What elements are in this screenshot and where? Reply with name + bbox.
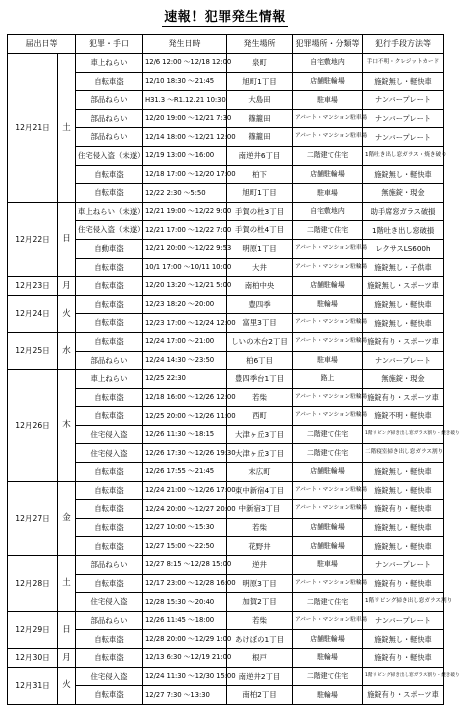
place-category-cell: 店舗駐輪場	[293, 518, 363, 537]
place-category-cell: アパート・マンション駐車場	[293, 109, 363, 128]
crime-type-cell: 車上ねらい	[76, 370, 143, 389]
place-category-cell: アパート・マンション駐車場	[293, 239, 363, 258]
method-cell: 施錠無し・軽快車	[363, 72, 444, 91]
location-cell: 豊四季台1丁目	[227, 370, 293, 389]
weekday-cell: 日	[58, 611, 76, 648]
place-category-cell: 二階建て住宅	[293, 444, 363, 463]
method-cell: 施錠無し・軽快車	[363, 314, 444, 333]
place-category-cell: 駐輪場	[293, 686, 363, 705]
location-cell: 若柴	[227, 518, 293, 537]
weekday-cell: 日	[58, 202, 76, 276]
crime-type-cell: 部品ねらい	[76, 556, 143, 575]
crime-type-cell: 住宅侵入盗	[76, 444, 143, 463]
location-cell: 大井	[227, 258, 293, 277]
method-cell: 施錠無し・軽快車	[363, 295, 444, 314]
occurrence-time-cell: 12/24 11:30 ～12/30 15:00	[143, 667, 227, 686]
table-header-row	[8, 35, 444, 54]
place-category-cell: 店舗駐輪場	[293, 463, 363, 482]
location-cell: 手賀の杜4丁目	[227, 221, 293, 240]
location-cell: 加賀2丁目	[227, 593, 293, 612]
location-cell: しいの木台2丁目	[227, 332, 293, 351]
table-row	[8, 481, 444, 500]
page-title-text: 速報！犯罪発生情報	[162, 6, 288, 27]
method-cell: 施錠無し・スポーツ車	[363, 277, 444, 296]
crime-type-cell: 自転車盗	[76, 72, 143, 91]
method-cell: ナンバープレート	[363, 91, 444, 110]
method-cell: 施錠有り・軽快車	[363, 649, 444, 668]
occurrence-time-cell: 12/10 18:30 ～21:45	[143, 72, 227, 91]
occurrence-time-cell: 12/23 18:20 ～20:00	[143, 295, 227, 314]
crime-type-cell: 住宅侵入盗（未遂）	[76, 221, 143, 240]
method-cell: ナンバープレート	[363, 128, 444, 147]
place-category-cell: 店舗駐輪場	[293, 165, 363, 184]
crime-type-cell: 自転車盗	[76, 258, 143, 277]
crime-type-cell: 住宅侵入盗（未遂）	[76, 146, 143, 165]
location-cell: 西町	[227, 407, 293, 426]
place-category-cell: 二階建て住宅	[293, 425, 363, 444]
table-row	[8, 556, 444, 575]
report-date-cell: 12月28日	[8, 556, 58, 612]
crime-type-cell: 住宅侵入盗	[76, 667, 143, 686]
occurrence-time-cell: 12/20 19:00 ～12/21 7:30	[143, 109, 227, 128]
crime-type-cell: 自転車盗	[76, 481, 143, 500]
occurrence-time-cell: 12/21 19:00 ～12/22 9:00	[143, 202, 227, 221]
location-cell: 明原1丁目	[227, 239, 293, 258]
table-row	[8, 54, 444, 73]
crime-type-cell: 部品ねらい	[76, 109, 143, 128]
method-cell: 1階吐き出し窓ガラス・焼き破り	[363, 146, 444, 165]
occurrence-time-cell: 12/22 2:30 ～5:50	[143, 184, 227, 203]
location-cell: 篠籠田	[227, 128, 293, 147]
header-crime-type: 犯罪・手口	[76, 35, 143, 54]
method-cell: 施錠無し・軽快車	[363, 463, 444, 482]
location-cell: 大津ヶ丘3丁目	[227, 444, 293, 463]
occurrence-time-cell: 12/17 23:00 ～12/28 16:00	[143, 574, 227, 593]
method-cell: 施錠有り・スポーツ車	[363, 388, 444, 407]
report-date-cell: 12月26日	[8, 370, 58, 482]
method-cell: 施錠無し・軽快車	[363, 537, 444, 556]
report-date-cell: 12月23日	[8, 277, 58, 296]
method-cell: 1階リビング掃き出し窓ガラス割り・焼き破り	[363, 667, 444, 686]
place-category-cell: 店舗駐輪場	[293, 630, 363, 649]
place-category-cell: アパート・マンション駐輪場	[293, 500, 363, 519]
method-cell: レクサスLS600h	[363, 239, 444, 258]
method-cell: 施錠無し・軽快車	[363, 518, 444, 537]
occurrence-time-cell: 12/26 11:30 ～18:15	[143, 425, 227, 444]
place-category-cell: アパート・マンション駐輪場	[293, 332, 363, 351]
crime-type-cell: 自転車盗	[76, 518, 143, 537]
crime-type-cell: 自転車盗	[76, 686, 143, 705]
crime-type-cell: 部品ねらい	[76, 128, 143, 147]
occurrence-time-cell: 12/25 20:00 ～12/26 11:00	[143, 407, 227, 426]
method-cell: 無施錠・現金	[363, 370, 444, 389]
method-cell: 1階リビング掃き出し窓ガラス割り	[363, 593, 444, 612]
method-cell: 1階吐き出し窓破損	[363, 221, 444, 240]
report-date-cell: 12月27日	[8, 481, 58, 555]
location-cell: 東中新宿4丁目	[227, 481, 293, 500]
location-cell: 泉町	[227, 54, 293, 73]
occurrence-time-cell: 12/24 20:00 ～12/27 20:00	[143, 500, 227, 519]
table-row	[8, 332, 444, 351]
place-category-cell: 駐輪場	[293, 295, 363, 314]
location-cell: 旭町1丁目	[227, 184, 293, 203]
crime-type-cell: 自転車盗	[76, 537, 143, 556]
crime-type-cell: 自転車盗	[76, 463, 143, 482]
header-place-category: 犯罪場所・分類等	[293, 35, 363, 54]
method-cell: ナンバープレート	[363, 556, 444, 575]
place-category-cell: 自宅敷地内	[293, 202, 363, 221]
method-cell: 施錠有り・スポーツ車	[363, 332, 444, 351]
place-category-cell: アパート・マンション駐輪場	[293, 574, 363, 593]
crime-report-table	[7, 34, 460, 705]
table-row	[8, 667, 444, 686]
location-cell: 南逆井6丁目	[227, 146, 293, 165]
place-category-cell: アパート・マンション駐車場	[293, 611, 363, 630]
location-cell: 南逆井2丁目	[227, 667, 293, 686]
location-cell: 旭町1丁目	[227, 72, 293, 91]
occurrence-time-cell: 12/20 13:20 ～12/21 5:00	[143, 277, 227, 296]
place-category-cell: 店舗駐輪場	[293, 72, 363, 91]
method-cell: 手口不明・クレジットカード	[363, 54, 444, 73]
location-cell: 末広町	[227, 463, 293, 482]
crime-type-cell: 自転車盗	[76, 649, 143, 668]
location-cell: 富里3丁目	[227, 314, 293, 333]
place-category-cell: アパート・マンション駐輪場	[293, 314, 363, 333]
table-row	[8, 649, 444, 668]
table-row	[8, 611, 444, 630]
occurrence-time-cell: 12/28 15:30 ～20:40	[143, 593, 227, 612]
location-cell: 柏下	[227, 165, 293, 184]
weekday-cell: 土	[58, 54, 76, 203]
crime-type-cell: 自転車盗	[76, 332, 143, 351]
crime-type-cell: 自転車盗	[76, 165, 143, 184]
crime-type-cell: 自転車盗	[76, 184, 143, 203]
place-category-cell: 二階建て住宅	[293, 146, 363, 165]
occurrence-time-cell: 12/18 16:00 ～12/26 12:00	[143, 388, 227, 407]
method-cell: 1階リビング掃き出し窓ガラス割り・焼き破り	[363, 425, 444, 444]
weekday-cell: 月	[58, 277, 76, 296]
report-date-cell: 12月29日	[8, 611, 58, 648]
location-cell: 豊四季	[227, 295, 293, 314]
occurrence-time-cell: 12/13 6:30 ～12/19 21:00	[143, 649, 227, 668]
header-occurrence-time: 発生日時	[143, 35, 227, 54]
occurrence-time-cell: 12/26 17:55 ～21:45	[143, 463, 227, 482]
crime-type-cell: 自転車盗	[76, 407, 143, 426]
place-category-cell: アパート・マンション駐車場	[293, 128, 363, 147]
crime-type-cell: 部品ねらい	[76, 611, 143, 630]
place-category-cell: 駐輪場	[293, 649, 363, 668]
method-cell: 助手席窓ガラス破損	[363, 202, 444, 221]
location-cell: 逆井	[227, 556, 293, 575]
weekday-cell: 土	[58, 556, 76, 612]
crime-type-cell: 自転車盗	[76, 277, 143, 296]
occurrence-time-cell: 12/24 17:00 ～21:00	[143, 332, 227, 351]
location-cell: 明原3丁目	[227, 574, 293, 593]
location-cell: 南柏2丁目	[227, 686, 293, 705]
table-row	[8, 202, 444, 221]
report-date-cell: 12月30日	[8, 649, 58, 668]
method-cell: 施錠無し・軽快車	[363, 165, 444, 184]
occurrence-time-cell: 12/28 20:00 ～12/29 1:00	[143, 630, 227, 649]
crime-type-cell: 部品ねらい	[76, 91, 143, 110]
location-cell: 中新宿3丁目	[227, 500, 293, 519]
place-category-cell: 店舗駐輪場	[293, 277, 363, 296]
place-category-cell: アパート・マンション駐輪場	[293, 388, 363, 407]
place-category-cell: アパート・マンション駐輪場	[293, 258, 363, 277]
method-cell: 施錠有り・軽快車	[363, 574, 444, 593]
occurrence-time-cell: 12/24 21:00 ～12/26 17:00	[143, 481, 227, 500]
occurrence-time-cell: 12/27 8:15 ～12/28 15:00	[143, 556, 227, 575]
place-category-cell: アパート・マンション駐輪場	[293, 481, 363, 500]
occurrence-time-cell: 12/26 17:30 ～12/26 19:30	[143, 444, 227, 463]
report-date-cell: 12月21日	[8, 54, 58, 203]
report-date-cell: 12月22日	[8, 202, 58, 276]
occurrence-time-cell: 12/21 20:00 ～12/22 9:53	[143, 239, 227, 258]
crime-type-cell: 自転車盗	[76, 388, 143, 407]
occurrence-time-cell: 12/26 11:45 ～18:00	[143, 611, 227, 630]
occurrence-time-cell: 12/27 15:00 ～22:50	[143, 537, 227, 556]
place-category-cell: 駐車場	[293, 351, 363, 370]
occurrence-time-cell: 12/21 17:00 ～12/22 7:00	[143, 221, 227, 240]
method-cell: 施錠不明・軽快車	[363, 407, 444, 426]
location-cell: 手賀の杜3丁目	[227, 202, 293, 221]
report-date-cell: 12月31日	[8, 667, 58, 704]
method-cell: 施錠無し・子供車	[363, 258, 444, 277]
location-cell: 大津ヶ丘3丁目	[227, 425, 293, 444]
occurrence-time-cell: 12/6 12:00 ～12/18 12:00	[143, 54, 227, 73]
occurrence-time-cell: 12/18 17:00 ～12/20 17:00	[143, 165, 227, 184]
occurrence-time-cell: H31.3 ～R1.12.21 10:30	[143, 91, 227, 110]
header-location: 発生場所	[227, 35, 293, 54]
occurrence-time-cell: 10/1 17:00 ～10/11 10:00	[143, 258, 227, 277]
method-cell: 施錠無し・軽快車	[363, 630, 444, 649]
crime-type-cell: 自転車盗	[76, 500, 143, 519]
table-row	[8, 295, 444, 314]
crime-type-cell: 自動車盗	[76, 239, 143, 258]
header-report-date: 届出日等	[8, 35, 76, 54]
location-cell: 柏6丁目	[227, 351, 293, 370]
weekday-cell: 月	[58, 649, 76, 668]
occurrence-time-cell: 12/14 18:00 ～12/21 12:00	[143, 128, 227, 147]
location-cell: 大島田	[227, 91, 293, 110]
weekday-cell: 火	[58, 295, 76, 332]
place-category-cell: 店舗駐輪場	[293, 537, 363, 556]
crime-type-cell: 自転車盗	[76, 630, 143, 649]
weekday-cell: 水	[58, 332, 76, 369]
place-category-cell: 二階建て住宅	[293, 221, 363, 240]
location-cell: 根戸	[227, 649, 293, 668]
report-date-cell: 12月24日	[8, 295, 58, 332]
location-cell: 若柴	[227, 388, 293, 407]
place-category-cell: 二階建て住宅	[293, 593, 363, 612]
report-date-cell: 12月25日	[8, 332, 58, 369]
occurrence-time-cell: 12/25 22:30	[143, 370, 227, 389]
place-category-cell: アパート・マンション駐輪場	[293, 407, 363, 426]
crime-type-cell: 住宅侵入盗	[76, 425, 143, 444]
method-cell: 二階寝室掃き出し窓ガラス割り	[363, 444, 444, 463]
crime-type-cell: 自転車盗	[76, 295, 143, 314]
location-cell: 花野井	[227, 537, 293, 556]
place-category-cell: 駐車場	[293, 556, 363, 575]
weekday-cell: 金	[58, 481, 76, 555]
weekday-cell: 木	[58, 370, 76, 482]
location-cell: 南柏中央	[227, 277, 293, 296]
location-cell: 篠籠田	[227, 109, 293, 128]
place-category-cell: 自宅敷地内	[293, 54, 363, 73]
place-category-cell: 駐車場	[293, 184, 363, 203]
method-cell: 無施錠・現金	[363, 184, 444, 203]
method-cell: ナンバープレート	[363, 351, 444, 370]
table-row	[8, 277, 444, 296]
location-cell: あけぼの1丁目	[227, 630, 293, 649]
place-category-cell: 路上	[293, 370, 363, 389]
crime-type-cell: 車上ねらい	[76, 54, 143, 73]
header-method: 犯行手段方法等	[363, 35, 444, 54]
occurrence-time-cell: 12/27 7:30 ～13:30	[143, 686, 227, 705]
method-cell: 施錠有り・スポーツ車	[363, 686, 444, 705]
crime-type-cell: 自転車盗	[76, 314, 143, 333]
occurrence-time-cell: 12/27 10:00 ～15:30	[143, 518, 227, 537]
method-cell: 施錠無し・軽快車	[363, 481, 444, 500]
weekday-cell: 火	[58, 667, 76, 704]
occurrence-time-cell: 12/23 17:00 ～12/24 12:00	[143, 314, 227, 333]
place-category-cell: 駐車場	[293, 91, 363, 110]
crime-type-cell: 住宅侵入盗	[76, 593, 143, 612]
place-category-cell: 二階建て住宅	[293, 667, 363, 686]
method-cell: ナンバープレート	[363, 109, 444, 128]
table-body	[8, 54, 460, 705]
page-title	[0, 6, 450, 27]
crime-type-cell: 車上ねらい（未遂）	[76, 202, 143, 221]
method-cell: 施錠有り・軽快車	[363, 500, 444, 519]
occurrence-time-cell: 12/19 13:00 ～16:00	[143, 146, 227, 165]
crime-type-cell: 部品ねらい	[76, 351, 143, 370]
crime-type-cell: 自転車盗	[76, 574, 143, 593]
occurrence-time-cell: 12/24 14:30 ～23:50	[143, 351, 227, 370]
method-cell: ナンバープレート	[363, 611, 444, 630]
table-row	[8, 370, 444, 389]
location-cell: 若柴	[227, 611, 293, 630]
